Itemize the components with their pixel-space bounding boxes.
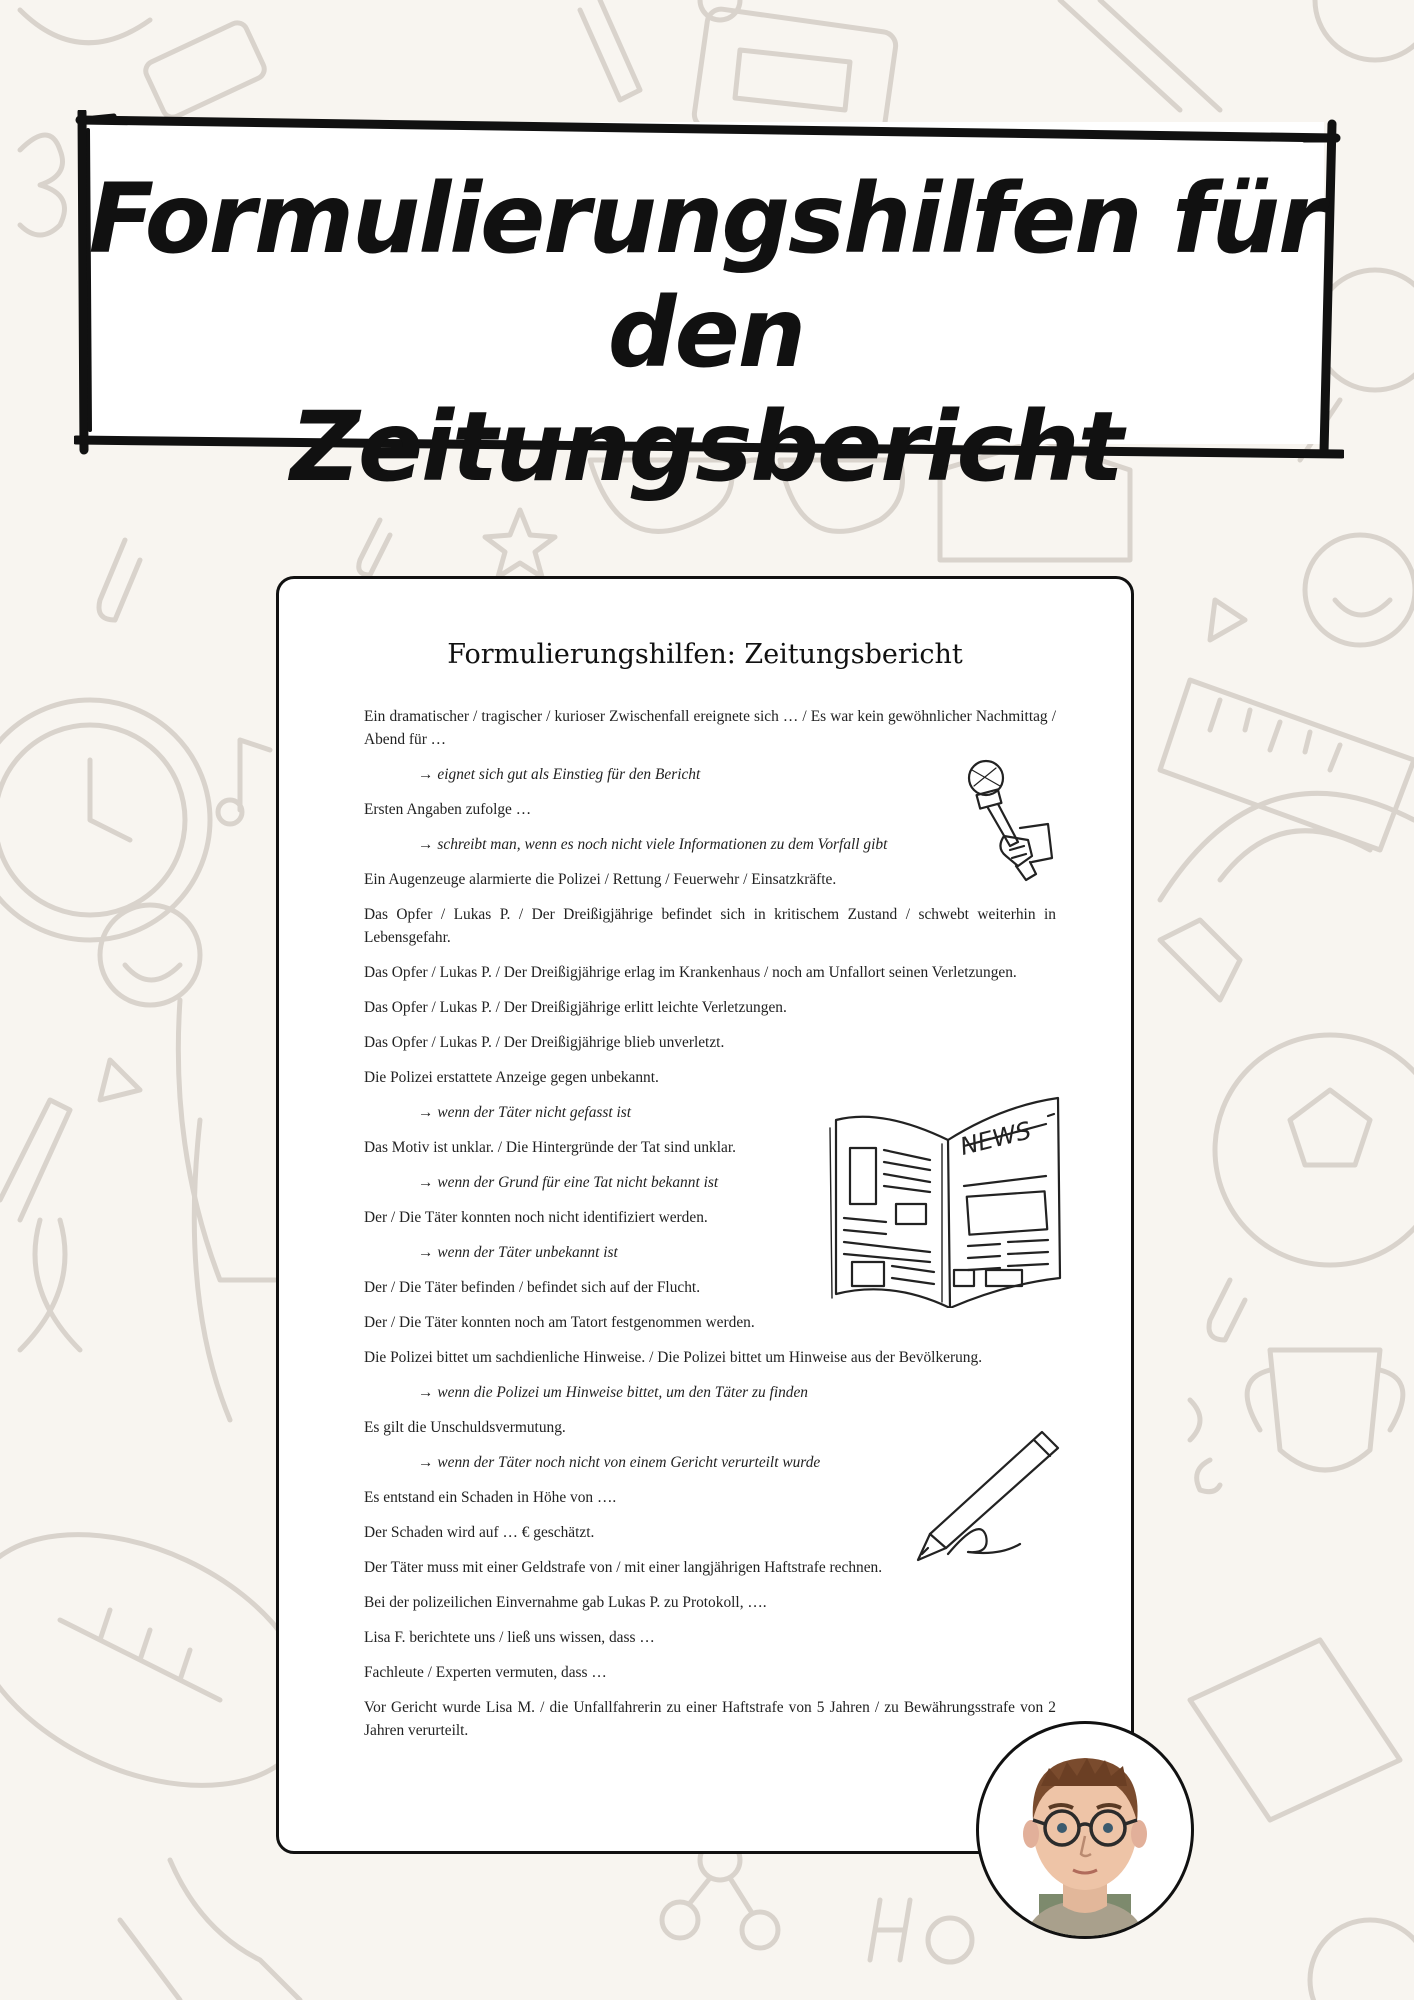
phrase-line: Das Opfer / Lukas P. / Der Dreißigjährige erlitt leichte Verletzungen. (364, 999, 787, 1016)
phrase-line: Der Täter muss mit einer Geldstrafe von / mit einer langjährigen Haftstrafe rechnen. (364, 1559, 883, 1576)
pencil-icon (910, 1426, 1070, 1566)
hint-text: schreibt man, wenn es noch nicht viele Informationen zu dem Vorfall gibt (437, 836, 888, 853)
arrow-icon: → (418, 1174, 434, 1191)
newspaper-icon (822, 1094, 1068, 1308)
arrow-icon: → (418, 1384, 434, 1401)
phrase-line: Ein dramatischer / tragischer / kurioser Zwischenfall ereignete sich … / Es war kein gewöhnlicher Nachmittag / Abend für … (364, 708, 1056, 748)
arrow-icon: → (418, 1104, 434, 1121)
phrase-line: Lisa F. berichtete uns / ließ uns wissen, dass … (364, 1629, 655, 1646)
hint-text: wenn der Täter nicht gefasst ist (437, 1104, 632, 1121)
hint-text: wenn der Täter unbekannt ist (437, 1244, 618, 1261)
hint-text: wenn die Polizei um Hinweise bittet, um den Täter zu finden (437, 1384, 809, 1401)
hint-text: wenn der Grund für eine Tat nicht bekannt ist (437, 1174, 719, 1191)
phrase-line: Der / Die Täter konnten noch am Tatort festgenommen werden. (364, 1314, 755, 1331)
hint-text: wenn der Täter noch nicht von einem Gericht verurteilt wurde (437, 1454, 821, 1471)
phrase-line: Das Opfer / Lukas P. / Der Dreißigjährige erlag im Krankenhaus / noch am Unfallort seinen Verletzungen. (364, 964, 1017, 981)
phrase-line: Die Polizei erstattete Anzeige gegen unbekannt. (364, 1069, 659, 1086)
arrow-icon: → (418, 836, 434, 853)
avatar-face (979, 1724, 1191, 1936)
avatar (976, 1721, 1194, 1939)
phrase-line: Die Polizei bittet um sachdienliche Hinweise. / Die Polizei bittet um Hinweise aus der Bevölkerung. (364, 1349, 983, 1366)
page-title-line-1: Formulierungshilfen für den (88, 163, 1324, 389)
hint-line (364, 1381, 1056, 1404)
phrase-line: Der / Die Täter befinden / befindet sich auf der Flucht. (364, 1279, 701, 1296)
phrase-line: Der / Die Täter konnten noch nicht identifiziert werden. (364, 1209, 708, 1226)
hint-line (364, 763, 1056, 786)
hint-line (364, 833, 1056, 856)
arrow-icon: → (418, 1244, 434, 1261)
phrase-line: Ersten Angaben zufolge … (364, 801, 532, 818)
phrase-line: Ein Augenzeuge alarmierte die Polizei / Rettung / Feuerwehr / Einsatzkräfte. (364, 871, 837, 888)
title-banner (88, 122, 1324, 503)
phrase-line: Fachleute / Experten vermuten, dass … (364, 1664, 607, 1681)
newspaper-label: NEWS (957, 1116, 1034, 1161)
hint-text: eignet sich gut als Einstieg für den Bericht (437, 766, 701, 783)
phrase-line: Der Schaden wird auf … € geschätzt. (364, 1524, 595, 1541)
phrase-line: Es entstand ein Schaden in Höhe von …. (364, 1489, 617, 1506)
page-title (88, 162, 1324, 504)
phrase-line: Das Opfer / Lukas P. / Der Dreißigjährige befindet sich in kritischem Zustand / schwebt weiterhin in Lebensgefahr. (364, 906, 1056, 946)
arrow-icon: → (418, 766, 434, 783)
phrase-line: Es gilt die Unschuldsvermutung. (364, 1419, 566, 1436)
page-title-line-2: Zeitungsbericht (290, 391, 1122, 503)
arrow-icon: → (418, 1454, 434, 1471)
phrase-line: Vor Gericht wurde Lisa M. / die Unfallfahrerin zu einer Haftstrafe von 5 Jahren / zu Bewährungsstrafe von 2 Jahren verurteilt. (364, 1699, 1056, 1739)
worksheet-heading: Formulierungshilfen: Zeitungsbericht (447, 639, 963, 670)
phrase-line: Bei der polizeilichen Einvernahme gab Lukas P. zu Protokoll, …. (364, 1594, 767, 1611)
phrase-line: Das Opfer / Lukas P. / Der Dreißigjährige blieb unverletzt. (364, 1034, 725, 1051)
microphone-icon (956, 756, 1068, 886)
phrase-line: Das Motiv ist unklar. / Die Hintergründe der Tat sind unklar. (364, 1139, 736, 1156)
